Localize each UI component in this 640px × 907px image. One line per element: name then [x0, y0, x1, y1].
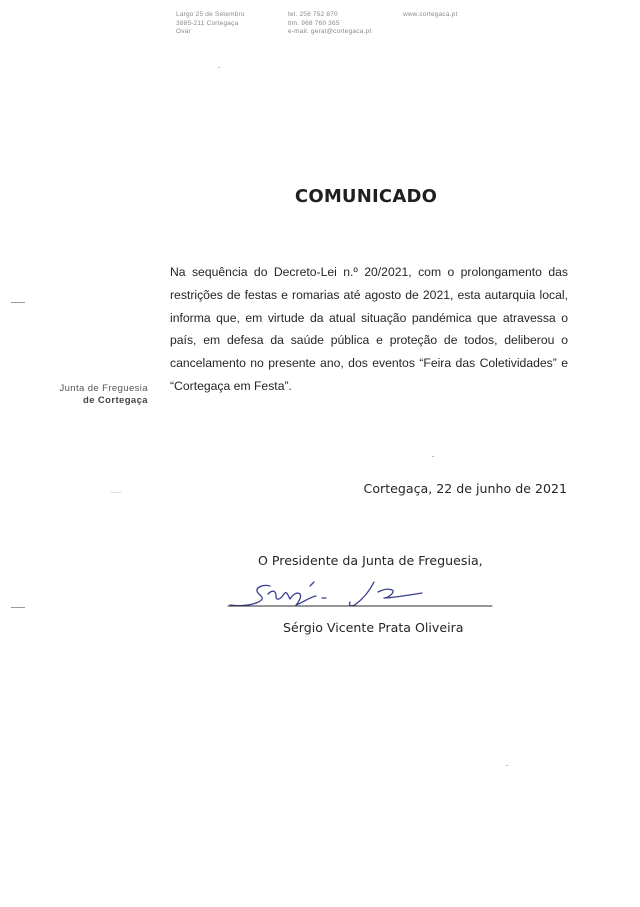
fold-mark — [11, 302, 25, 303]
scan-speck — [218, 67, 220, 68]
scan-speck — [506, 765, 508, 766]
address-line: Ovar — [176, 28, 191, 35]
fold-mark — [11, 607, 25, 608]
letterhead-website — [403, 11, 458, 20]
scan-speck — [110, 492, 122, 493]
website-line: www.cortegaca.pt — [403, 11, 458, 18]
document-title: COMUNICADO — [294, 186, 438, 207]
organization-locality: de Cortegaça — [83, 395, 148, 406]
announcement-body: Na sequência do Decreto-Lei n.º 20/2021, com o prolongamento das restrições de festas e romarias até agosto de 2021, esta autarquia local, informa que, em virtude da atual situação pandémica que atravessa o país, em defesa da saúde pública e proteção de todos, deliberou o cancelamento no presente ano, dos eventos “Feira das Coletividades” e “Cortegaça em Festa”. — [170, 265, 568, 393]
letterhead-address — [176, 11, 245, 37]
signature-image — [226, 576, 494, 616]
scan-speck — [432, 456, 434, 457]
address-line: Largo 25 de Setembro — [176, 11, 245, 18]
letterhead-contacts — [288, 11, 371, 37]
date-line: Cortegaça, 22 de junho de 2021 — [363, 481, 567, 496]
signatory-name: Sérgio Vicente Prata Oliveira — [283, 620, 464, 635]
email-line: e-mail. geral@cortegaca.pt — [288, 28, 372, 35]
address-line: 3885-211 Cortegaça — [176, 19, 239, 27]
phone-line: tel. 256 752 870 — [288, 11, 338, 18]
mobile-line: tlm. 968 760 365 — [288, 19, 340, 27]
organization-name: Junta de Freguesia — [59, 383, 148, 394]
signatory-role: O Presidente da Junta de Freguesia, — [258, 553, 483, 568]
